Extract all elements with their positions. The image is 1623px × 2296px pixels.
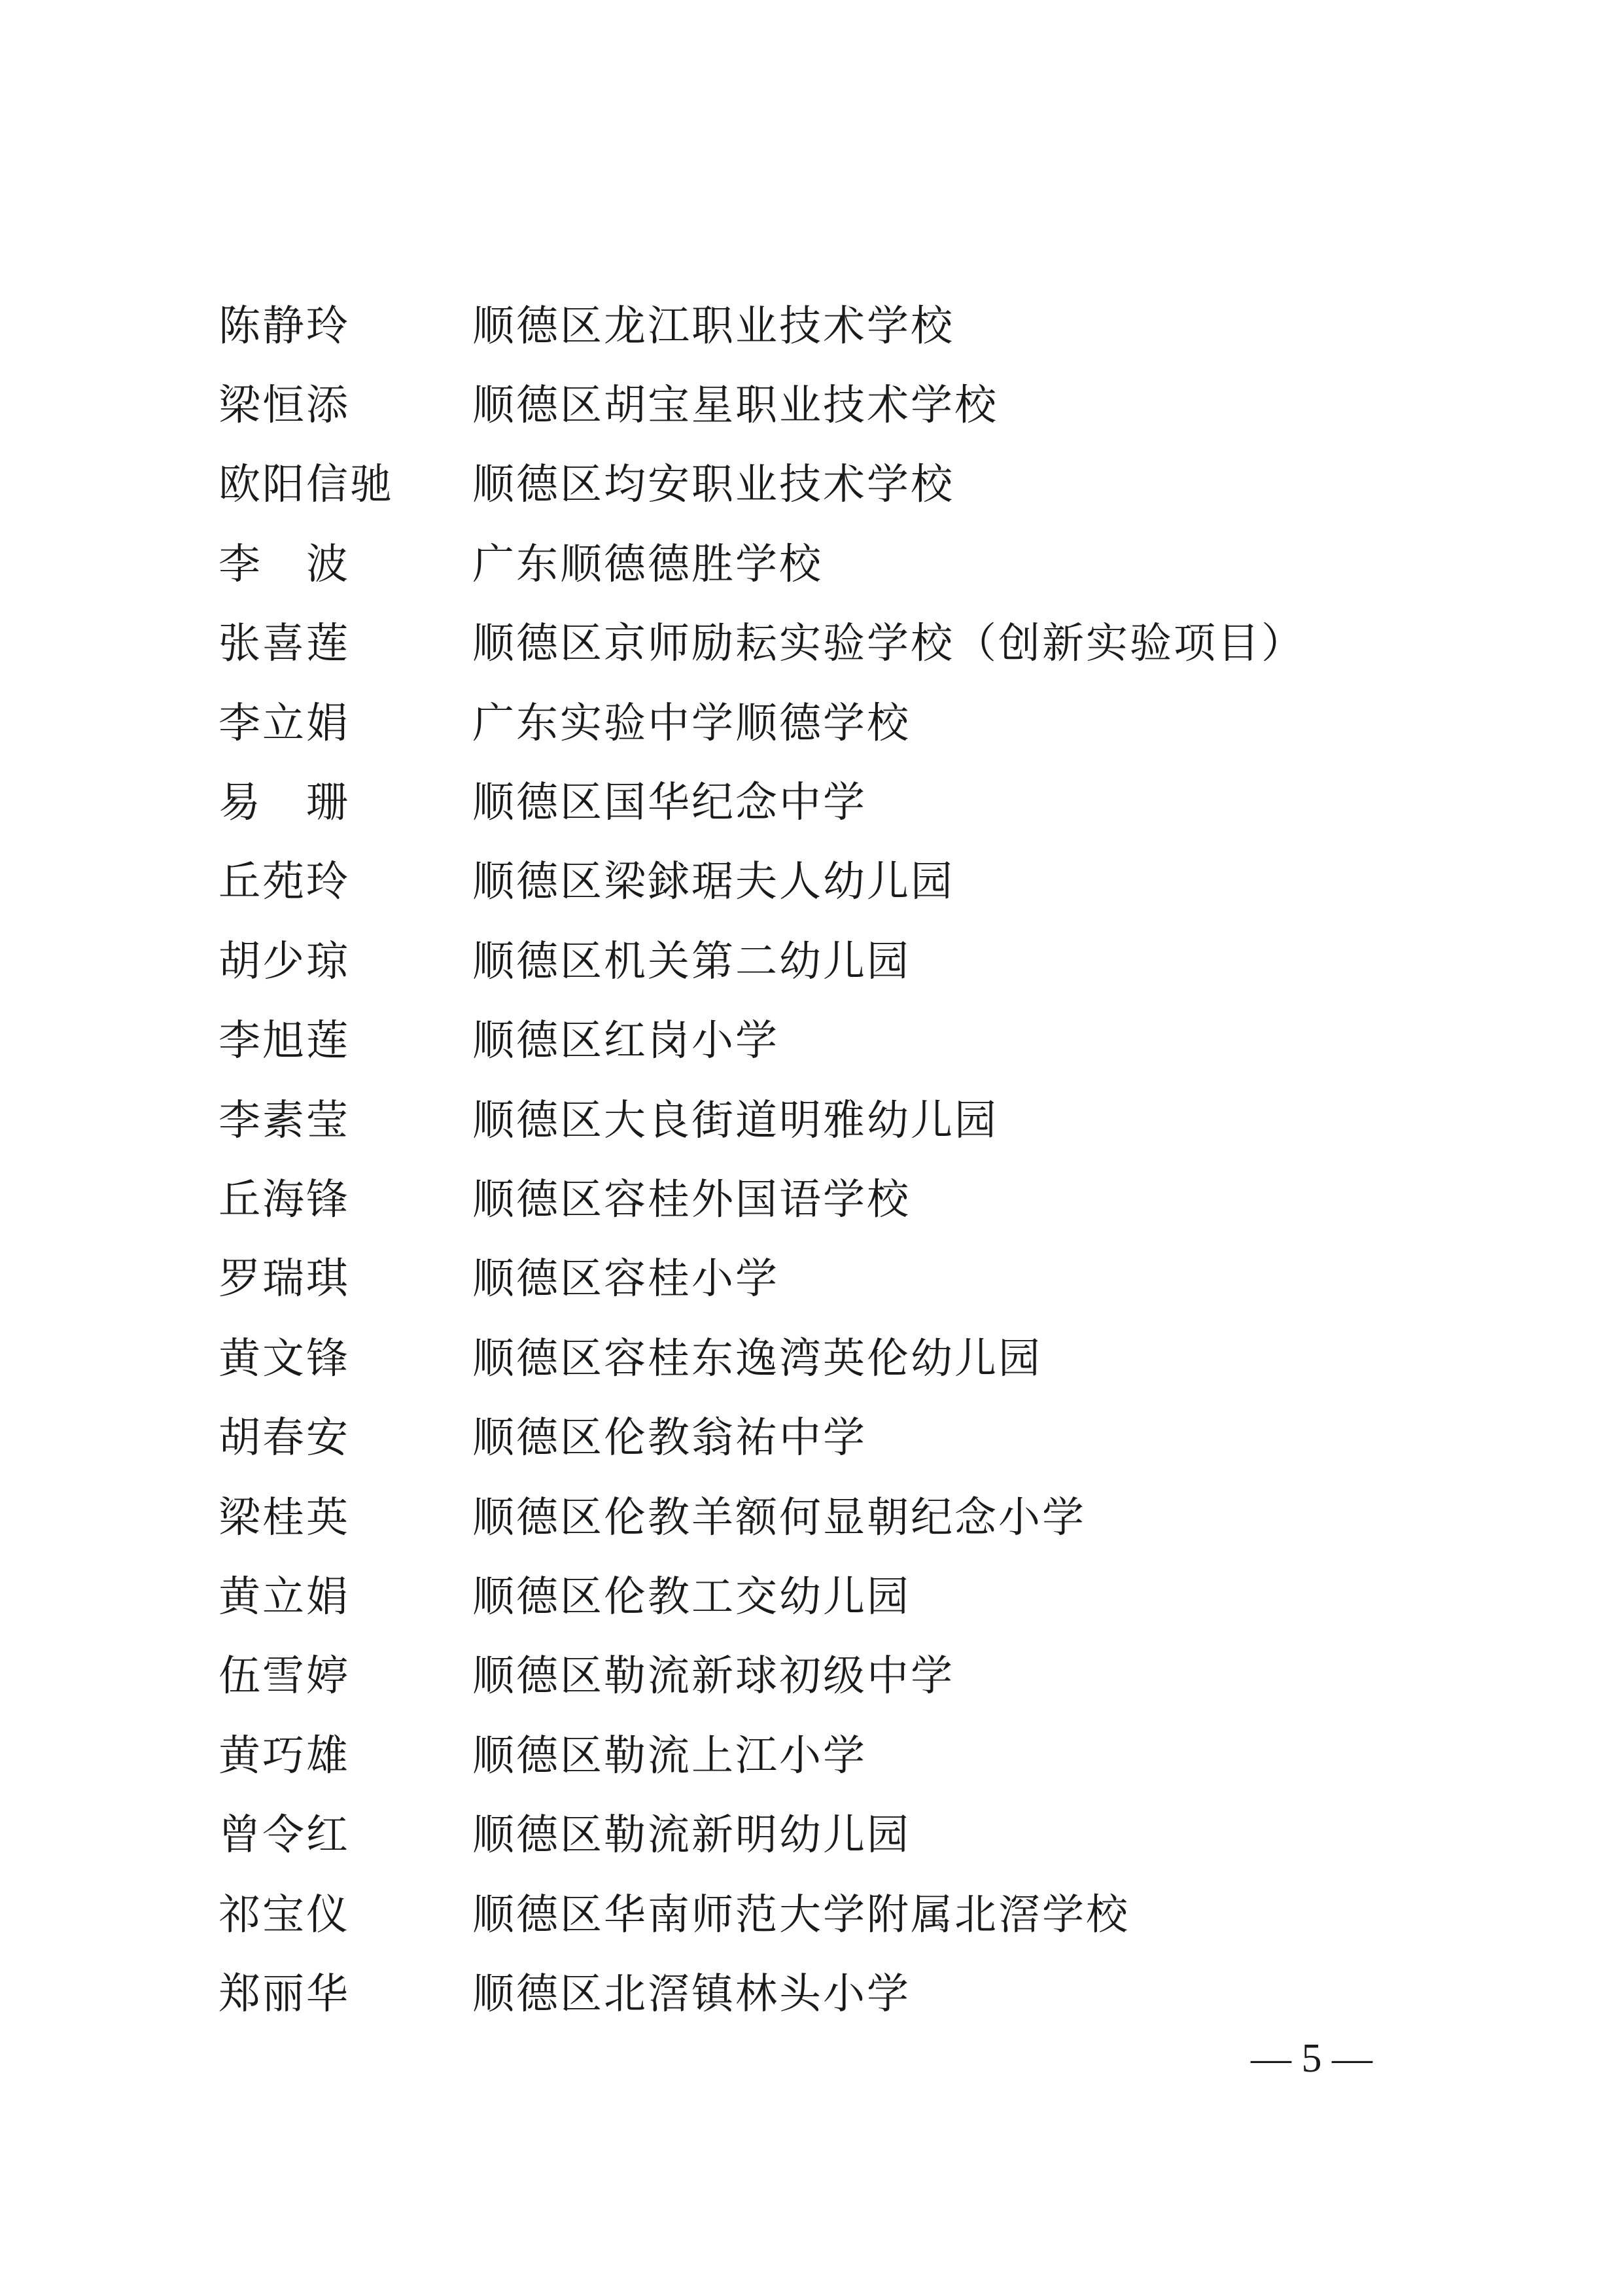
school-name: 顺德区容桂外国语学校 <box>472 1175 911 1224</box>
school-name: 顺德区大良街道明雅幼儿园 <box>472 1096 998 1145</box>
person-name: 胡少琼 <box>218 937 350 986</box>
school-name: 顺德区国华纪念中学 <box>472 779 867 828</box>
list-item <box>218 1398 1461 1477</box>
school-name: 广东顺德德胜学校 <box>472 540 823 589</box>
page-number: — 5 — <box>1251 2036 1372 2081</box>
list-item <box>218 1240 1461 1319</box>
person-name: 丘海锋 <box>218 1175 350 1224</box>
list-item <box>218 922 1461 1001</box>
person-name: 李素莹 <box>218 1096 350 1145</box>
school-name: 顺德区勒流新球初级中学 <box>472 1652 954 1701</box>
list-item <box>218 843 1461 922</box>
person-name: 易 珊 <box>218 779 350 828</box>
list-item <box>218 1557 1461 1636</box>
list-item <box>218 1002 1461 1081</box>
person-name: 张喜莲 <box>218 620 350 669</box>
school-name: 顺德区京师励耘实验学校（创新实验项目） <box>472 620 1305 669</box>
roster-list <box>218 287 1461 2034</box>
list-item <box>218 1478 1461 1557</box>
person-name: 梁桂英 <box>218 1493 350 1542</box>
school-name: 顺德区机关第二幼儿园 <box>472 937 911 986</box>
list-item <box>218 1795 1461 1875</box>
person-name: 李旭莲 <box>218 1017 350 1066</box>
school-name: 顺德区容桂小学 <box>472 1255 779 1304</box>
person-name: 罗瑞琪 <box>218 1255 350 1304</box>
list-item <box>218 763 1461 842</box>
list-item <box>218 1637 1461 1716</box>
school-name: 广东实验中学顺德学校 <box>472 699 911 748</box>
list-item <box>218 1716 1461 1795</box>
list-item <box>218 1160 1461 1239</box>
person-name: 伍雪婷 <box>218 1652 350 1701</box>
person-name: 曾令红 <box>218 1811 350 1860</box>
person-name: 李立娟 <box>218 699 350 748</box>
person-name: 丘苑玲 <box>218 858 350 907</box>
school-name: 顺德区北滘镇林头小学 <box>472 1969 911 2019</box>
school-name: 顺德区伦教工交幼儿园 <box>472 1572 911 1621</box>
list-item <box>218 1875 1461 1954</box>
list-item <box>218 446 1461 525</box>
school-name: 顺德区华南师范大学附属北滘学校 <box>472 1890 1130 1939</box>
school-name: 顺德区勒流新明幼儿园 <box>472 1811 911 1860</box>
school-name: 顺德区红岗小学 <box>472 1017 779 1066</box>
list-item <box>218 1954 1461 2034</box>
school-name: 顺德区均安职业技术学校 <box>472 461 954 510</box>
school-name: 顺德区伦教翁祐中学 <box>472 1414 867 1463</box>
list-item <box>218 287 1461 366</box>
person-name: 祁宝仪 <box>218 1890 350 1939</box>
person-name: 欧阳信驰 <box>218 461 394 510</box>
school-name: 顺德区伦教羊额何显朝纪念小学 <box>472 1493 1086 1542</box>
person-name: 胡春安 <box>218 1414 350 1463</box>
person-name: 黄文锋 <box>218 1334 350 1383</box>
person-name: 黄立娟 <box>218 1572 350 1621</box>
list-item <box>218 1319 1461 1398</box>
person-name: 陈静玲 <box>218 302 350 351</box>
school-name: 顺德区勒流上江小学 <box>472 1731 867 1780</box>
person-name: 梁恒添 <box>218 381 350 431</box>
school-name: 顺德区胡宝星职业技术学校 <box>472 381 998 431</box>
person-name: 李 波 <box>218 540 350 589</box>
list-item <box>218 525 1461 604</box>
list-item <box>218 366 1461 445</box>
school-name: 顺德区龙江职业技术学校 <box>472 302 954 351</box>
school-name: 顺德区梁銶琚夫人幼儿园 <box>472 858 954 907</box>
school-name: 顺德区容桂东逸湾英伦幼儿园 <box>472 1334 1042 1383</box>
list-item <box>218 684 1461 763</box>
person-name: 黄巧雄 <box>218 1731 350 1780</box>
list-item <box>218 605 1461 684</box>
person-name: 郑丽华 <box>218 1969 350 2019</box>
list-item <box>218 1081 1461 1160</box>
